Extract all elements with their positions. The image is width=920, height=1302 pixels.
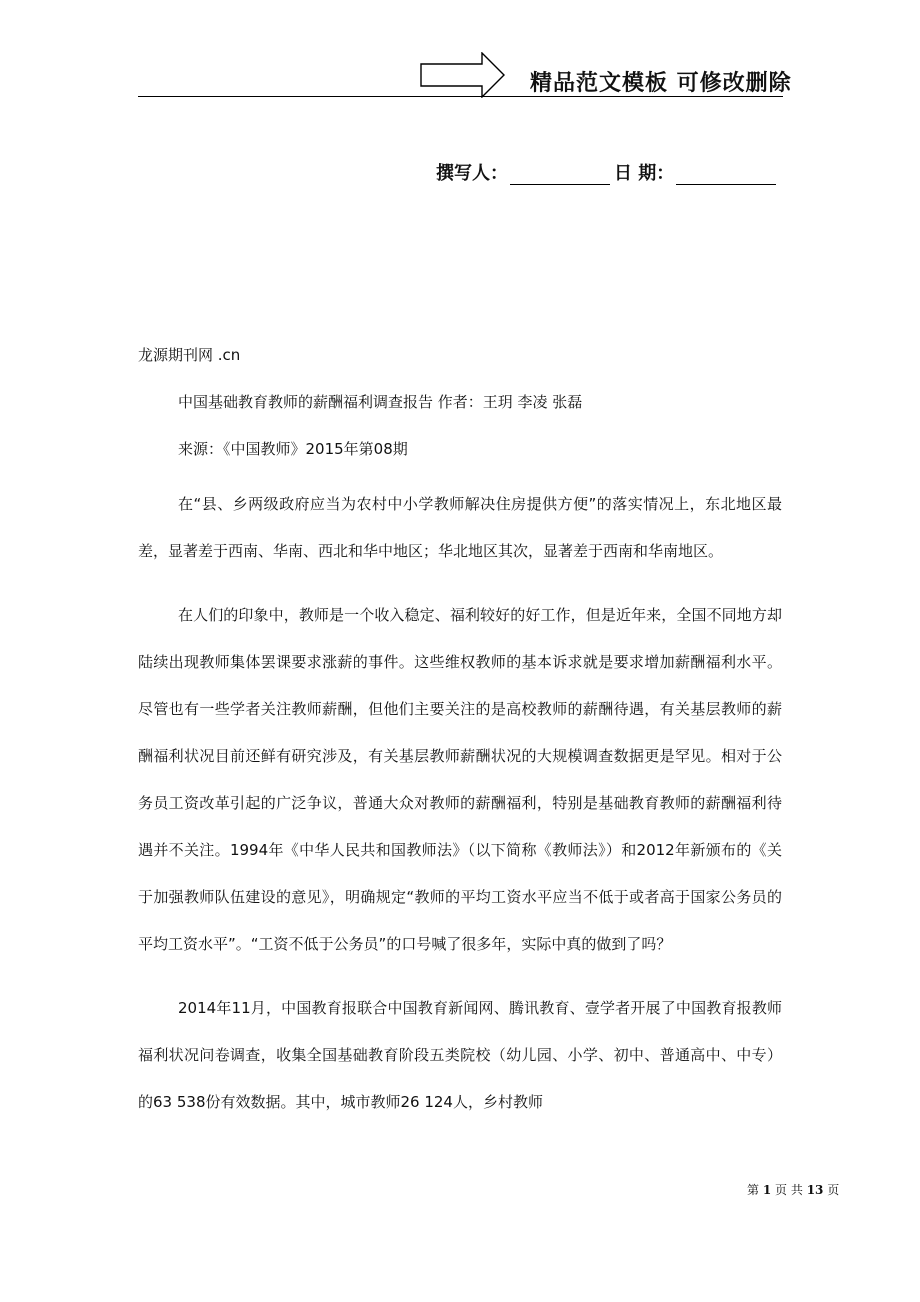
paragraph-3: 2014年11月，中国教育报联合中国教育新闻网、腾讯教育、壹学者开展了中国教育报教师福利状况问卷调查，收集全国基础教育阶段五类院校（幼儿园、小学、初中、普通高中、中专）的63 538份有效数据。其中，城市教师26 124人，乡村教师 [138,999,782,1111]
page-prefix: 第 [747,1183,760,1197]
document-body [138,340,782,1143]
source-site: 龙源期刊网 .cn [138,346,241,364]
author-date-line [436,159,780,185]
paragraph-1: 在“县、乡两级政府应当为农村中小学教师解决住房提供方便”的落实情况上，东北地区最差，显著差于西南、华南、西北和华中地区；华北地区其次，显著差于西南和华南地区。 [138,495,782,560]
page-number [747,1181,839,1198]
right-arrow-icon [420,52,506,98]
paragraph-2: 在人们的印象中，教师是一个收入稳定、福利较好的好工作，但是近年来，全国不同地方却陆续出现教师集体罢课要求涨薪的事件。这些维权教师的基本诉求就是要求增加薪酬福利水平。尽管也有一些学者关注教师薪酬，但他们主要关注的是高校教师的薪酬待遇，有关基层教师的薪酬福利状况目前还鲜有研究涉及，有关基层教师薪酬状况的大规模调查数据更是罕见。相对于公务员工资改革引起的广泛争议，普通大众对教师的薪酬福利，特别是基础教育教师的薪酬福利待遇并不关注。1994年《中华人民共和国教师法》（以下简称《教师法》）和2012年新颁布的《关于加强教师队伍建设的意见》，明确规定“教师的平均工资水平应当不低于或者高于国家公务员的平均工资水平”。“工资不低于公务员”的口号喊了很多年，实际中真的做到了吗？ [138,606,782,953]
current-page: 1 [762,1183,772,1197]
page-suffix: 页 [827,1183,840,1197]
article-title: 中国基础教育教师的薪酬福利调查报告 作者：王玥 李凌 张磊 [178,393,583,411]
page-middle: 页 共 [775,1183,803,1197]
date-label: 日 期： [614,163,675,184]
article-source: 来源：《中国教师》2015年第08期 [178,440,408,458]
author-label: 撰写人： [436,163,508,184]
date-blank [676,164,776,185]
header-title: 精品范文模板 可修改删除 [530,71,792,96]
header-divider [138,96,783,97]
author-blank [510,164,610,185]
total-pages: 13 [806,1183,824,1197]
